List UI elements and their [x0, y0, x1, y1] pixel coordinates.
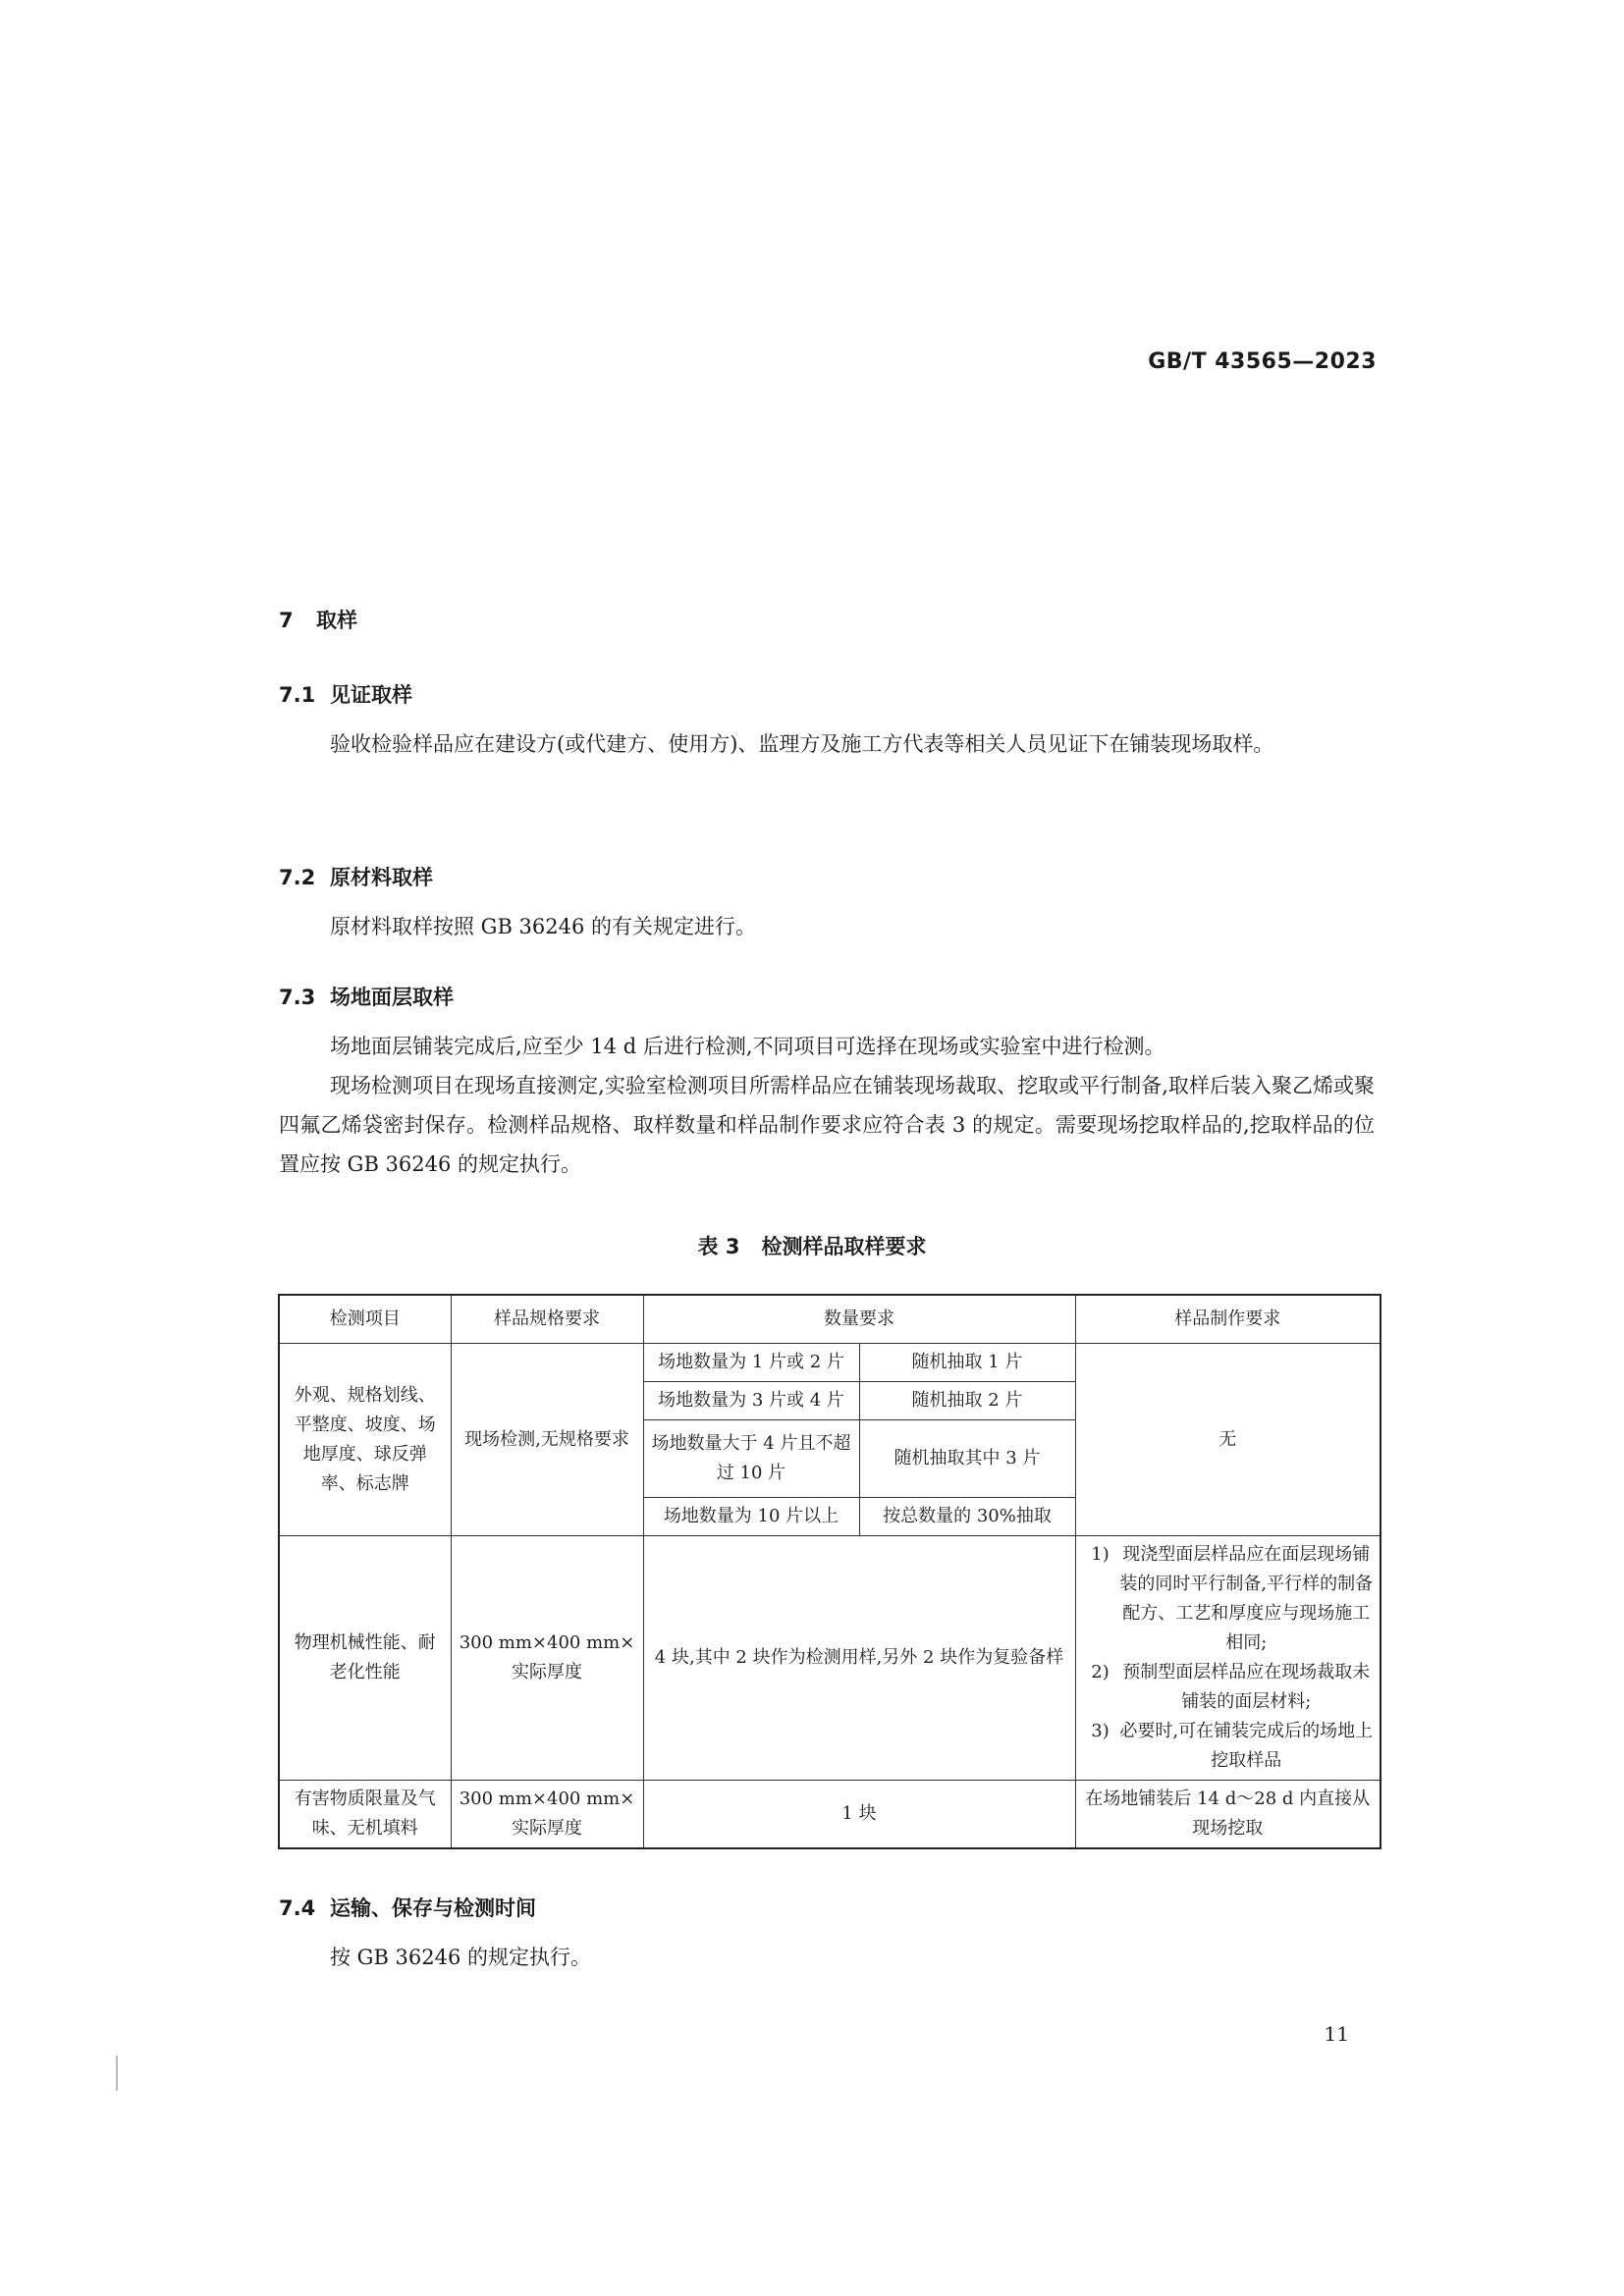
- section-number: 7.4: [279, 1896, 316, 1920]
- list-text: 预制型面层样品应在现场裁取未铺装的面层材料;: [1122, 1662, 1371, 1712]
- section-title: 运输、保存与检测时间: [330, 1896, 536, 1920]
- paragraph-text: 场地面层铺装完成后,应至少 14 d 后进行检测,不同项目可选择在现场或实验室中进行检测。: [330, 1035, 1165, 1058]
- spec-cell: 300 mm×400 mm×实际厚度: [451, 1536, 643, 1781]
- header-cell: 样品规格要求: [451, 1295, 643, 1344]
- section-7-heading: [279, 605, 357, 634]
- spec-cell: 现场检测,无规格要求: [451, 1344, 643, 1536]
- section-number: 7.3: [279, 986, 316, 1009]
- section-number: 7.2: [279, 866, 316, 889]
- section-7-4-heading: [279, 1893, 536, 1922]
- req-cell: 无: [1075, 1344, 1380, 1536]
- table-row: [279, 1781, 1380, 1849]
- spec-cell: 300 mm×400 mm×实际厚度: [451, 1781, 643, 1849]
- section-7-2-heading: [279, 862, 433, 891]
- qty-rule-cell: 随机抽取 2 片: [859, 1382, 1075, 1420]
- section-7-1-paragraph: [279, 724, 1375, 764]
- list-marker: 1): [1091, 1544, 1110, 1565]
- item-cell: 物理机械性能、耐老化性能: [279, 1536, 451, 1781]
- table-row: [279, 1536, 1380, 1781]
- table-row: [279, 1344, 1380, 1382]
- table-caption: [0, 1231, 1624, 1260]
- section-title: 见证取样: [330, 683, 412, 707]
- req-cell: 在场地铺装后 14 d～28 d 内直接从现场挖取: [1075, 1781, 1380, 1849]
- sampling-requirements-table: [278, 1294, 1381, 1849]
- qty-rule-cell: 随机抽取其中 3 片: [859, 1420, 1075, 1498]
- paragraph-text: 按 GB 36246 的规定执行。: [330, 1946, 592, 1969]
- req-cell: [1075, 1536, 1380, 1781]
- qty-condition-cell: 场地数量大于 4 片且不超过 10 片: [643, 1420, 859, 1498]
- section-7-3-paragraph-1: [279, 1027, 1375, 1066]
- section-7-1-heading: [279, 679, 412, 709]
- qty-rule-cell: 按总数量的 30%抽取: [859, 1498, 1075, 1536]
- item-cell: 外观、规格划线、平整度、坡度、场地厚度、球反弹率、标志牌: [279, 1344, 451, 1536]
- item-cell: 有害物质限量及气味、无机填料: [279, 1781, 451, 1849]
- qty-condition-cell: 场地数量为 10 片以上: [643, 1498, 859, 1536]
- qty-condition-cell: 场地数量为 1 片或 2 片: [643, 1344, 859, 1382]
- scan-artifact-line: [116, 2056, 118, 2091]
- req-list-item: [1082, 1717, 1375, 1776]
- req-list-item: [1082, 1540, 1375, 1658]
- standard-number: GB/T 43565—2023: [1148, 349, 1377, 374]
- qty-condition-cell: 场地数量为 3 片或 4 片: [643, 1382, 859, 1420]
- section-7-3-heading: [279, 982, 454, 1011]
- table-label: 表 3: [697, 1235, 740, 1258]
- list-marker: 2): [1091, 1662, 1110, 1682]
- section-7-3-paragraph-2: [279, 1066, 1375, 1184]
- section-number: 7.1: [279, 683, 316, 707]
- header-cell: 检测项目: [279, 1295, 451, 1344]
- qty-cell: 1 块: [643, 1781, 1075, 1849]
- section-7-4-paragraph: [279, 1938, 1375, 1977]
- paragraph-text: 现场检测项目在现场直接测定,实验室检测项目所需样品应在铺装现场裁取、挖取或平行制备,取样后装入聚乙烯或聚四氟乙烯袋密封保存。检测样品规格、取样数量和样品制作要求应符合表 3 的规定。需要现场挖取样品的,挖取样品的位置应按 GB 36246 的规定执行。: [279, 1074, 1375, 1176]
- section-title: 场地面层取样: [330, 986, 454, 1009]
- qty-rule-cell: 随机抽取 1 片: [859, 1344, 1075, 1382]
- qty-cell: 4 块,其中 2 块作为检测用样,另外 2 块作为复验备样: [643, 1536, 1075, 1781]
- table-title: 检测样品取样要求: [761, 1235, 927, 1258]
- page-number: 11: [1324, 2022, 1349, 2046]
- list-text: 必要时,可在铺装完成后的场地上挖取样品: [1119, 1721, 1374, 1771]
- table-header-row: [279, 1295, 1380, 1344]
- section-title: 取样: [316, 609, 357, 632]
- header-cell: 样品制作要求: [1075, 1295, 1380, 1344]
- section-title: 原材料取样: [330, 866, 433, 889]
- req-list-item: [1082, 1658, 1375, 1717]
- section-number: 7: [279, 609, 294, 632]
- list-marker: 3): [1091, 1721, 1110, 1741]
- list-text: 现浇型面层样品应在面层现场铺装的同时平行制备,平行样的制备配方、工艺和厚度应与现场施工相同;: [1119, 1544, 1374, 1653]
- paragraph-text: 原材料取样按照 GB 36246 的有关规定进行。: [330, 915, 757, 938]
- section-7-2-paragraph: [279, 907, 1375, 946]
- paragraph-text: 验收检验样品应在建设方(或代建方、使用方)、监理方及施工方代表等相关人员见证下在铺装现场取样。: [330, 732, 1274, 756]
- header-cell: 数量要求: [643, 1295, 1075, 1344]
